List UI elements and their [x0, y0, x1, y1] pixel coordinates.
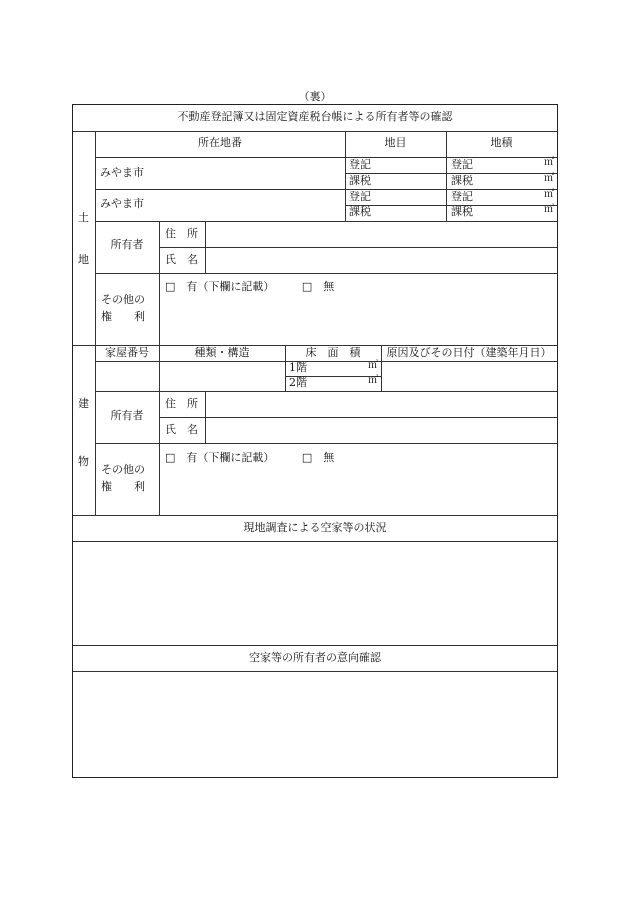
land-rights-options[interactable]: □ 有（下欄に記載） □ 無: [165, 280, 335, 293]
page-label: （裏）: [298, 90, 332, 103]
survey-notes[interactable]: [77, 545, 553, 641]
building-address-label: 住 所: [165, 397, 198, 410]
land-address-field[interactable]: [209, 225, 553, 245]
land-heading-bottom: 地: [78, 253, 89, 266]
building-col-number: 家屋番号: [105, 346, 149, 359]
land-row1-location: みやま市: [100, 166, 144, 179]
building-address-field[interactable]: [209, 395, 553, 415]
building-rights-label-2: 権 利: [101, 480, 145, 493]
section-title: 不動産登記簿又は固定資産税台帳による所有者等の確認: [177, 110, 453, 123]
building-name-label: 氏 名: [165, 423, 198, 436]
land-row2-reg: 登記: [349, 190, 371, 203]
land-row1-reg: 登記: [349, 158, 371, 171]
land-col-location: 所在地番: [198, 136, 242, 149]
land-owner-label: 所有者: [110, 238, 144, 251]
ownership-form: [72, 104, 558, 778]
building-col-floor: 床 面 積: [305, 346, 361, 359]
intent-title: 空家等の所有者の意向確認: [249, 651, 381, 664]
building-owner-label: 所有者: [110, 409, 144, 422]
survey-title: 現地調査による空家等の状況: [243, 521, 387, 534]
building-rights-label-1: その他の: [101, 463, 145, 476]
building-name-field[interactable]: [209, 421, 553, 441]
building-floor1: 1階 ㎡: [289, 360, 378, 374]
land-col-area: 地積: [490, 136, 513, 149]
building-floor2: 2階 ㎡: [289, 375, 378, 389]
land-name-label: 氏 名: [165, 253, 198, 266]
land-rights-label-2: 権 利: [101, 310, 145, 323]
land-name-field[interactable]: [209, 251, 553, 271]
building-heading-bottom: 物: [78, 455, 89, 468]
land-row1-reg-area: 登記 ㎡: [451, 157, 554, 171]
building-heading-top: 建: [78, 397, 89, 410]
land-row2-tax: 課税: [349, 205, 371, 218]
building-col-type: 種類・構造: [194, 346, 250, 359]
land-row2-reg-area: 登記 ㎡: [451, 189, 554, 203]
building-rights-options[interactable]: □ 有（下欄に記載） □ 無: [165, 451, 335, 464]
land-row1-tax: 課税: [349, 174, 371, 187]
land-heading-top: 土: [78, 211, 89, 224]
building-col-cause: 原因及びその日付（建築年月日）: [386, 346, 552, 359]
land-row2-location: みやま市: [100, 197, 144, 210]
intent-notes[interactable]: [77, 675, 553, 773]
land-row1-tax-area: 課税 ㎡: [451, 173, 554, 187]
land-rights-label-1: その他の: [101, 293, 145, 306]
land-col-category: 地目: [384, 136, 407, 149]
land-address-label: 住 所: [165, 227, 198, 240]
land-row2-tax-area: 課税 ㎡: [451, 204, 554, 218]
